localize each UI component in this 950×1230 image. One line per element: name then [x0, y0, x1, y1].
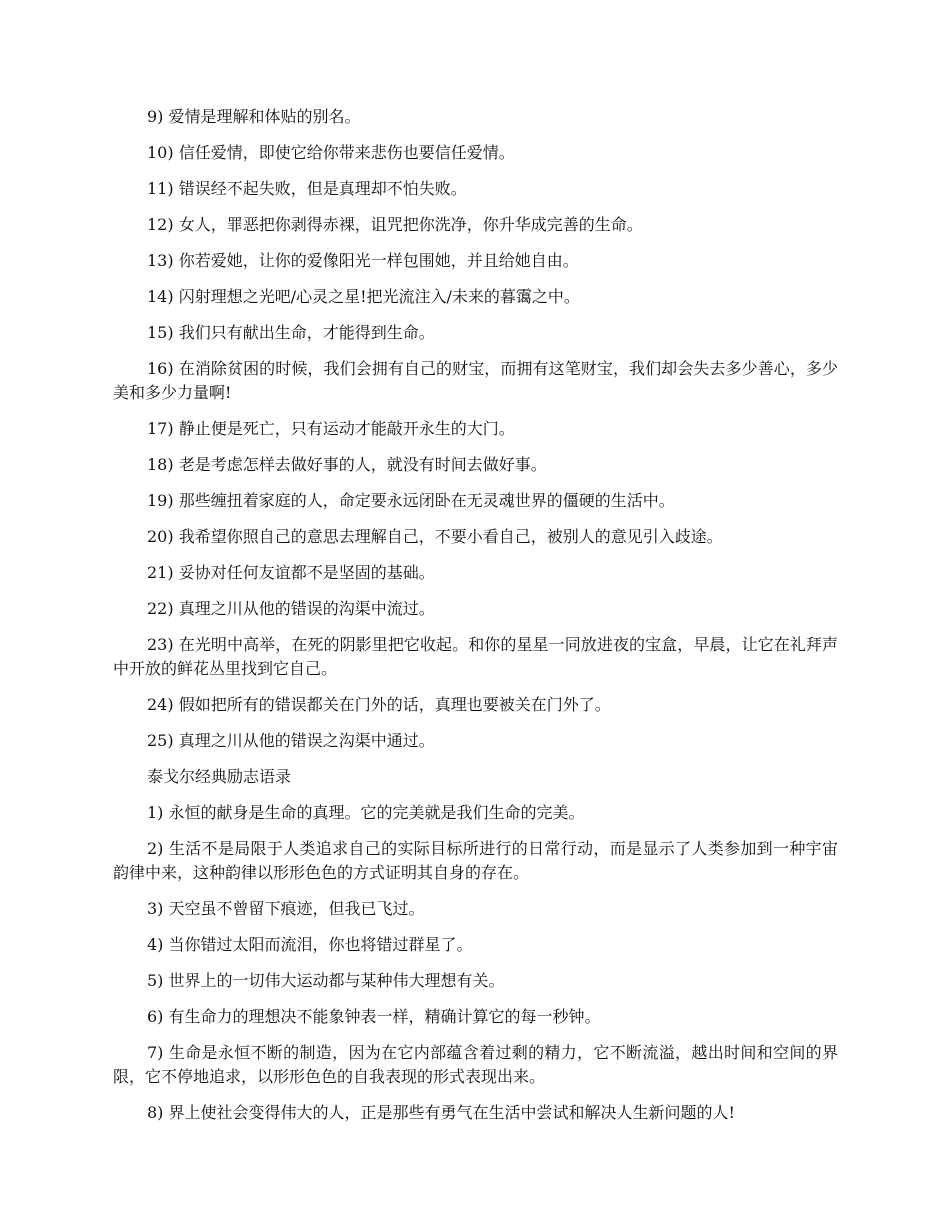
quote-item: 15) 我们只有献出生命，才能得到生命。 — [147, 323, 435, 342]
quote-item: 5) 世界上的一切伟大运动都与某种伟大理想有关。 — [147, 971, 505, 990]
quote-item: 8) 界上使社会变得伟大的人，正是那些有勇气在生活中尝试和解决人生新问题的人! — [147, 1103, 735, 1122]
quote-item: 6) 有生命力的理想决不能象钟表一样，精确计算它的每一秒钟。 — [147, 1007, 601, 1026]
quote-item: 17) 静止便是死亡，只有运动才能敲开永生的大门。 — [147, 419, 515, 438]
quote-item: 9) 爱情是理解和体贴的别名。 — [147, 107, 361, 126]
quote-item: 4) 当你错过太阳而流泪，你也将错过群星了。 — [147, 935, 473, 954]
quote-item: 12) 女人，罪恶把你剥得赤裸，诅咒把你洗净，你升华成完善的生命。 — [147, 215, 643, 234]
quote-item: 2) 生活不是局限于人类追求自己的实际目标所进行的日常行动，而是显示了人类参加到一种宇宙韵律中来，这种韵律以形形色色的方式证明其自身的存在。 — [113, 839, 838, 882]
quote-item: 16) 在消除贫困的时候，我们会拥有自己的财宝，而拥有这笔财宝，我们却会失去多少善心，多少美和多少力量啊! — [113, 359, 838, 402]
quote-item: 14) 闪射理想之光吧/心灵之星!把光流注入/未来的暮霭之中。 — [147, 287, 580, 306]
quote-item: 3) 天空虽不曾留下痕迹，但我已飞过。 — [147, 899, 425, 918]
quote-item: 18) 老是考虑怎样去做好事的人，就没有时间去做好事。 — [147, 455, 547, 474]
quote-item: 21) 妥协对任何友谊都不是坚固的基础。 — [147, 563, 435, 582]
section-heading: 泰戈尔经典励志语录 — [147, 767, 292, 786]
document-body — [113, 105, 838, 1137]
quote-item: 25) 真理之川从他的错误之沟渠中通过。 — [147, 731, 435, 750]
quote-item: 11) 错误经不起失败，但是真理却不怕失败。 — [147, 179, 467, 198]
quote-item: 19) 那些缠扭着家庭的人，命定要永远闭卧在无灵魂世界的僵硬的生活中。 — [147, 491, 675, 510]
quote-item: 20) 我希望你照自己的意思去理解自己，不要小看自己，被别人的意见引入歧途。 — [147, 527, 723, 546]
quote-item: 7) 生命是永恒不断的制造，因为在它内部蕴含着过剩的精力，它不断流溢，越出时间和空间的界限，它不停地追求，以形形色色的自我表现的形式表现出来。 — [113, 1043, 838, 1086]
quote-item: 23) 在光明中高举，在死的阴影里把它收起。和你的星星一同放进夜的宝盒，早晨，让它在礼拜声中开放的鲜花丛里找到它自己。 — [113, 635, 838, 678]
quote-item: 1) 永恒的献身是生命的真理。它的完美就是我们生命的完美。 — [147, 803, 585, 822]
quote-item: 13) 你若爱她，让你的爱像阳光一样包围她，并且给她自由。 — [147, 251, 579, 270]
quote-item: 10) 信任爱情，即使它给你带来悲伤也要信任爱情。 — [147, 143, 515, 162]
quote-item: 22) 真理之川从他的错误的沟渠中流过。 — [147, 599, 435, 618]
quote-item: 24) 假如把所有的错误都关在门外的话，真理也要被关在门外了。 — [147, 695, 611, 714]
